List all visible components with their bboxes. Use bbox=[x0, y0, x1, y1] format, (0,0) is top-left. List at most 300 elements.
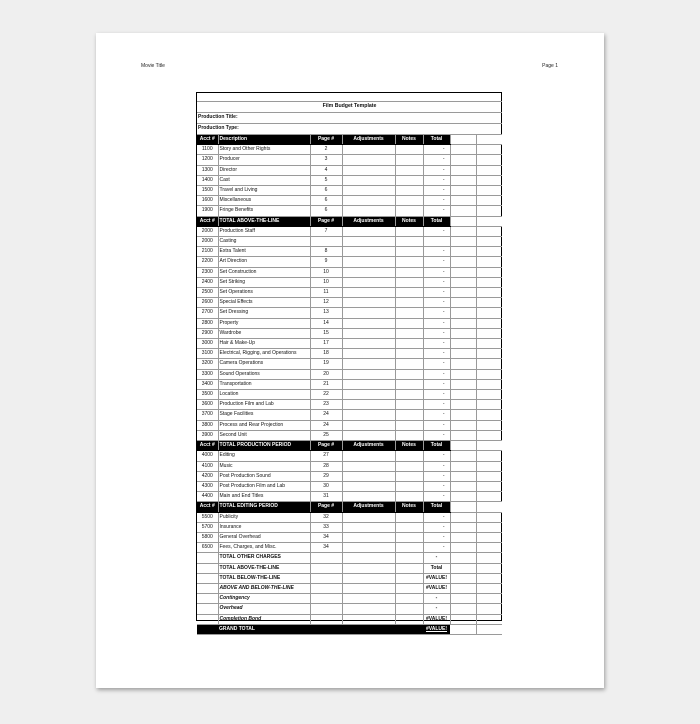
summary-value: #VALUE! bbox=[423, 614, 450, 624]
page-number-cell: 8 bbox=[310, 247, 342, 257]
notes-cell bbox=[395, 339, 423, 349]
adjustments-cell bbox=[342, 359, 395, 369]
notes-cell bbox=[395, 349, 423, 359]
total-cell: - bbox=[423, 277, 450, 287]
notes-cell bbox=[395, 410, 423, 420]
total-cell: - bbox=[423, 532, 450, 542]
empty-cell bbox=[450, 339, 476, 349]
description: Fees, Charges, and Misc. bbox=[218, 543, 310, 553]
empty-cell bbox=[395, 624, 423, 634]
page-number-cell: 9 bbox=[310, 257, 342, 267]
empty-cell bbox=[197, 614, 218, 624]
empty-cell bbox=[450, 481, 476, 491]
total-cell: - bbox=[423, 308, 450, 318]
page-number-cell: 15 bbox=[310, 328, 342, 338]
empty-cell bbox=[342, 594, 395, 604]
page-number-cell: 6 bbox=[310, 196, 342, 206]
notes-cell bbox=[395, 288, 423, 298]
empty-cell bbox=[310, 624, 342, 634]
page-number-cell: 3 bbox=[310, 155, 342, 165]
page-number-cell: 10 bbox=[310, 277, 342, 287]
notes-cell bbox=[395, 379, 423, 389]
total-cell: - bbox=[423, 512, 450, 522]
acct-number: 2400 bbox=[197, 277, 218, 287]
table-row bbox=[197, 298, 502, 308]
page-number-cell: 27 bbox=[310, 451, 342, 461]
column-header: TOTAL EDITING PERIOD bbox=[218, 502, 310, 512]
empty-cell bbox=[450, 420, 476, 430]
total-cell: - bbox=[423, 165, 450, 175]
empty-cell bbox=[450, 614, 476, 624]
summary-label: TOTAL OTHER CHARGES bbox=[218, 553, 310, 563]
acct-number: 1200 bbox=[197, 155, 218, 165]
page-number-cell bbox=[310, 237, 342, 247]
empty-cell bbox=[476, 175, 502, 185]
column-header: Total bbox=[423, 502, 450, 512]
empty-cell bbox=[310, 583, 342, 593]
adjustments-cell bbox=[342, 308, 395, 318]
empty-cell bbox=[310, 594, 342, 604]
empty-cell bbox=[476, 349, 502, 359]
page-number-cell: 5 bbox=[310, 175, 342, 185]
adjustments-cell bbox=[342, 206, 395, 216]
page-number-cell: 31 bbox=[310, 492, 342, 502]
empty-cell bbox=[450, 277, 476, 287]
acct-number: 3800 bbox=[197, 420, 218, 430]
acct-number: 3100 bbox=[197, 349, 218, 359]
column-header: Acct # bbox=[197, 135, 218, 145]
acct-number: 3400 bbox=[197, 379, 218, 389]
empty-cell bbox=[450, 318, 476, 328]
total-cell: - bbox=[423, 492, 450, 502]
page-number-cell: 30 bbox=[310, 481, 342, 491]
description: Set Striking bbox=[218, 277, 310, 287]
table-row bbox=[197, 308, 502, 318]
empty-cell bbox=[450, 461, 476, 471]
empty-cell bbox=[476, 573, 502, 583]
empty-cell bbox=[476, 594, 502, 604]
adjustments-cell bbox=[342, 461, 395, 471]
table-row bbox=[197, 390, 502, 400]
adjustments-cell bbox=[342, 318, 395, 328]
notes-cell bbox=[395, 257, 423, 267]
empty-cell bbox=[476, 135, 502, 145]
acct-number: 6500 bbox=[197, 543, 218, 553]
total-cell: - bbox=[423, 328, 450, 338]
empty-cell bbox=[450, 532, 476, 542]
empty-cell bbox=[450, 155, 476, 165]
table-row bbox=[197, 349, 502, 359]
empty-cell bbox=[450, 206, 476, 216]
notes-cell bbox=[395, 206, 423, 216]
empty-cell bbox=[476, 451, 502, 461]
adjustments-cell bbox=[342, 430, 395, 440]
empty-cell bbox=[450, 298, 476, 308]
acct-number: 2000 bbox=[197, 226, 218, 236]
adjustments-cell bbox=[342, 410, 395, 420]
empty-cell bbox=[450, 563, 476, 573]
empty-cell bbox=[450, 604, 476, 614]
adjustments-cell bbox=[342, 543, 395, 553]
empty-cell bbox=[197, 563, 218, 573]
notes-cell bbox=[395, 237, 423, 247]
description: Fringe Benefits bbox=[218, 206, 310, 216]
empty-cell bbox=[342, 614, 395, 624]
description: Wardrobe bbox=[218, 328, 310, 338]
column-header: Adjustments bbox=[342, 441, 395, 451]
page-number-cell: 7 bbox=[310, 226, 342, 236]
table-row bbox=[197, 492, 502, 502]
total-cell: - bbox=[423, 481, 450, 491]
description: Main and End Titles bbox=[218, 492, 310, 502]
acct-number: 2000 bbox=[197, 237, 218, 247]
description: Insurance bbox=[218, 522, 310, 532]
empty-cell bbox=[450, 502, 476, 512]
summary-row bbox=[197, 614, 502, 624]
empty-cell bbox=[450, 349, 476, 359]
adjustments-cell bbox=[342, 155, 395, 165]
description: Publicity bbox=[218, 512, 310, 522]
page-number-cell: 24 bbox=[310, 420, 342, 430]
column-header: Adjustments bbox=[342, 502, 395, 512]
total-cell: - bbox=[423, 145, 450, 155]
description: Post Production Film and Lab bbox=[218, 481, 310, 491]
page-number: Page 1 bbox=[542, 63, 558, 69]
empty-cell bbox=[476, 277, 502, 287]
page-number-cell: 6 bbox=[310, 206, 342, 216]
description: Location bbox=[218, 390, 310, 400]
empty-cell bbox=[450, 522, 476, 532]
empty-cell bbox=[476, 226, 502, 236]
empty-cell bbox=[476, 379, 502, 389]
total-cell: - bbox=[423, 247, 450, 257]
column-header: Description bbox=[218, 135, 310, 145]
empty-cell bbox=[476, 410, 502, 420]
acct-number: 1900 bbox=[197, 206, 218, 216]
notes-cell bbox=[395, 186, 423, 196]
empty-cell bbox=[450, 175, 476, 185]
notes-cell bbox=[395, 451, 423, 461]
notes-cell bbox=[395, 471, 423, 481]
empty-cell bbox=[476, 512, 502, 522]
page-number-cell: 18 bbox=[310, 349, 342, 359]
summary-label: Contingency bbox=[218, 594, 310, 604]
section-header-row bbox=[197, 502, 502, 512]
column-header: Page # bbox=[310, 216, 342, 226]
empty-cell bbox=[476, 604, 502, 614]
empty-cell bbox=[450, 288, 476, 298]
empty-cell bbox=[342, 583, 395, 593]
acct-number: 3200 bbox=[197, 359, 218, 369]
table-row bbox=[197, 247, 502, 257]
total-cell: - bbox=[423, 257, 450, 267]
description: Cast bbox=[218, 175, 310, 185]
empty-cell bbox=[310, 614, 342, 624]
page-number-cell: 21 bbox=[310, 379, 342, 389]
empty-cell bbox=[450, 492, 476, 502]
notes-cell bbox=[395, 481, 423, 491]
budget-sheet bbox=[196, 92, 502, 632]
empty-cell bbox=[450, 400, 476, 410]
empty-cell bbox=[476, 400, 502, 410]
notes-cell bbox=[395, 145, 423, 155]
empty-cell bbox=[450, 308, 476, 318]
acct-number: 2800 bbox=[197, 318, 218, 328]
column-header: Total bbox=[423, 441, 450, 451]
notes-cell bbox=[395, 512, 423, 522]
total-cell: - bbox=[423, 390, 450, 400]
empty-cell bbox=[197, 583, 218, 593]
total-cell: - bbox=[423, 400, 450, 410]
notes-cell bbox=[395, 175, 423, 185]
summary-value: - bbox=[423, 604, 450, 614]
empty-cell bbox=[476, 339, 502, 349]
total-cell: - bbox=[423, 461, 450, 471]
notes-cell bbox=[395, 532, 423, 542]
notes-cell bbox=[395, 492, 423, 502]
total-cell: - bbox=[423, 430, 450, 440]
empty-cell bbox=[450, 145, 476, 155]
empty-cell bbox=[197, 594, 218, 604]
page-number-cell: 14 bbox=[310, 318, 342, 328]
total-cell: - bbox=[423, 379, 450, 389]
table-row bbox=[197, 196, 502, 206]
notes-cell bbox=[395, 165, 423, 175]
table-row bbox=[197, 328, 502, 338]
page-number-cell: 34 bbox=[310, 532, 342, 542]
empty-cell bbox=[476, 318, 502, 328]
acct-number: 1100 bbox=[197, 145, 218, 155]
page-number-cell: 4 bbox=[310, 165, 342, 175]
summary-row bbox=[197, 553, 502, 563]
empty-cell bbox=[450, 430, 476, 440]
table-row bbox=[197, 471, 502, 481]
empty-cell bbox=[476, 502, 502, 512]
empty-cell bbox=[476, 481, 502, 491]
notes-cell bbox=[395, 369, 423, 379]
empty-cell bbox=[450, 216, 476, 226]
acct-number: 4100 bbox=[197, 461, 218, 471]
description: Post Production Sound bbox=[218, 471, 310, 481]
empty-cell bbox=[476, 155, 502, 165]
adjustments-cell bbox=[342, 298, 395, 308]
total-cell: - bbox=[423, 175, 450, 185]
column-header: Page # bbox=[310, 135, 342, 145]
empty-cell bbox=[476, 624, 502, 634]
empty-cell bbox=[450, 369, 476, 379]
empty-cell bbox=[476, 298, 502, 308]
description: Art Direction bbox=[218, 257, 310, 267]
empty-cell bbox=[395, 553, 423, 563]
summary-value: - bbox=[423, 594, 450, 604]
acct-number: 4000 bbox=[197, 451, 218, 461]
table-row bbox=[197, 379, 502, 389]
empty-cell bbox=[476, 430, 502, 440]
table-row bbox=[197, 430, 502, 440]
table-row bbox=[197, 543, 502, 553]
adjustments-cell bbox=[342, 186, 395, 196]
acct-number: 2600 bbox=[197, 298, 218, 308]
description: Music bbox=[218, 461, 310, 471]
budget-table bbox=[197, 93, 502, 635]
acct-number: 2700 bbox=[197, 308, 218, 318]
empty-cell bbox=[395, 573, 423, 583]
notes-cell bbox=[395, 155, 423, 165]
description: Director bbox=[218, 165, 310, 175]
grand-total-row bbox=[197, 624, 502, 634]
description: Camera Operations bbox=[218, 359, 310, 369]
column-header: Total bbox=[423, 216, 450, 226]
column-header: Notes bbox=[395, 216, 423, 226]
description: Editing bbox=[218, 451, 310, 461]
page-number-cell: 22 bbox=[310, 390, 342, 400]
empty-cell bbox=[476, 369, 502, 379]
empty-cell bbox=[197, 604, 218, 614]
section-header-row bbox=[197, 135, 502, 145]
total-cell: - bbox=[423, 196, 450, 206]
empty-cell bbox=[476, 532, 502, 542]
description: Property bbox=[218, 318, 310, 328]
adjustments-cell bbox=[342, 471, 395, 481]
notes-cell bbox=[395, 308, 423, 318]
summary-row bbox=[197, 573, 502, 583]
summary-label: Overhead bbox=[218, 604, 310, 614]
adjustments-cell bbox=[342, 512, 395, 522]
notes-cell bbox=[395, 400, 423, 410]
adjustments-cell bbox=[342, 522, 395, 532]
empty-cell bbox=[476, 461, 502, 471]
empty-cell bbox=[476, 216, 502, 226]
description: Travel and Living bbox=[218, 186, 310, 196]
total-cell: - bbox=[423, 318, 450, 328]
empty-cell bbox=[476, 441, 502, 451]
summary-label: TOTAL ABOVE-THE-LINE bbox=[218, 563, 310, 573]
total-cell: - bbox=[423, 420, 450, 430]
empty-cell bbox=[342, 624, 395, 634]
empty-cell bbox=[476, 471, 502, 481]
table-row bbox=[197, 461, 502, 471]
page-number-cell: 10 bbox=[310, 267, 342, 277]
empty-cell bbox=[450, 237, 476, 247]
empty-cell bbox=[476, 583, 502, 593]
description: Transportation bbox=[218, 379, 310, 389]
empty-cell bbox=[450, 573, 476, 583]
empty-cell bbox=[395, 583, 423, 593]
empty-cell bbox=[476, 165, 502, 175]
document-page bbox=[96, 33, 604, 688]
empty-cell bbox=[450, 135, 476, 145]
summary-row bbox=[197, 583, 502, 593]
description: Extra Talent bbox=[218, 247, 310, 257]
table-row bbox=[197, 420, 502, 430]
empty-cell bbox=[476, 390, 502, 400]
empty-cell bbox=[476, 563, 502, 573]
summary-label: ABOVE AND BELOW-THE-LINE bbox=[218, 583, 310, 593]
description: Sound Operations bbox=[218, 369, 310, 379]
adjustments-cell bbox=[342, 328, 395, 338]
column-header: Adjustments bbox=[342, 135, 395, 145]
empty-cell bbox=[450, 165, 476, 175]
adjustments-cell bbox=[342, 247, 395, 257]
empty-cell bbox=[476, 328, 502, 338]
notes-cell bbox=[395, 543, 423, 553]
description: Process and Rear Projection bbox=[218, 420, 310, 430]
total-cell: - bbox=[423, 522, 450, 532]
total-cell: - bbox=[423, 339, 450, 349]
summary-row bbox=[197, 563, 502, 573]
empty-cell bbox=[342, 573, 395, 583]
total-cell: - bbox=[423, 288, 450, 298]
description: Casting bbox=[218, 237, 310, 247]
acct-number: 3900 bbox=[197, 430, 218, 440]
acct-number: 3600 bbox=[197, 400, 218, 410]
empty-cell bbox=[450, 359, 476, 369]
notes-cell bbox=[395, 226, 423, 236]
notes-cell bbox=[395, 318, 423, 328]
acct-number: 5800 bbox=[197, 532, 218, 542]
table-row bbox=[197, 186, 502, 196]
notes-cell bbox=[395, 267, 423, 277]
description: Second Unit bbox=[218, 430, 310, 440]
table-row bbox=[197, 512, 502, 522]
empty-cell bbox=[197, 573, 218, 583]
empty-cell bbox=[450, 247, 476, 257]
total-cell: - bbox=[423, 359, 450, 369]
table-row bbox=[197, 175, 502, 185]
empty-cell bbox=[476, 614, 502, 624]
total-cell: - bbox=[423, 543, 450, 553]
summary-row bbox=[197, 594, 502, 604]
adjustments-cell bbox=[342, 492, 395, 502]
table-row bbox=[197, 318, 502, 328]
description: Production Film and Lab bbox=[218, 400, 310, 410]
acct-number: 2100 bbox=[197, 247, 218, 257]
page-number-cell: 24 bbox=[310, 410, 342, 420]
table-row bbox=[197, 237, 502, 247]
grand-total-value: #VALUE! bbox=[423, 624, 450, 634]
notes-cell bbox=[395, 430, 423, 440]
adjustments-cell bbox=[342, 339, 395, 349]
empty-cell bbox=[450, 451, 476, 461]
table-row bbox=[197, 522, 502, 532]
column-header: Notes bbox=[395, 135, 423, 145]
empty-cell bbox=[476, 308, 502, 318]
page-number-cell: 2 bbox=[310, 145, 342, 155]
total-cell: - bbox=[423, 186, 450, 196]
table-row bbox=[197, 206, 502, 216]
empty-cell bbox=[476, 288, 502, 298]
total-cell: - bbox=[423, 471, 450, 481]
description: Story and Other Rights bbox=[218, 145, 310, 155]
column-header: Acct # bbox=[197, 502, 218, 512]
table-row bbox=[197, 481, 502, 491]
acct-number: 2300 bbox=[197, 267, 218, 277]
table-row bbox=[197, 288, 502, 298]
acct-number: 3300 bbox=[197, 369, 218, 379]
total-cell: - bbox=[423, 155, 450, 165]
summary-label: TOTAL BELOW-THE-LINE bbox=[218, 573, 310, 583]
empty-cell bbox=[450, 379, 476, 389]
empty-cell bbox=[450, 410, 476, 420]
column-header: Acct # bbox=[197, 216, 218, 226]
page-number-cell: 13 bbox=[310, 308, 342, 318]
acct-number: 3500 bbox=[197, 390, 218, 400]
empty-cell bbox=[476, 553, 502, 563]
adjustments-cell bbox=[342, 369, 395, 379]
empty-cell bbox=[395, 604, 423, 614]
description: Hair & Make-Up bbox=[218, 339, 310, 349]
empty-cell bbox=[450, 624, 476, 634]
